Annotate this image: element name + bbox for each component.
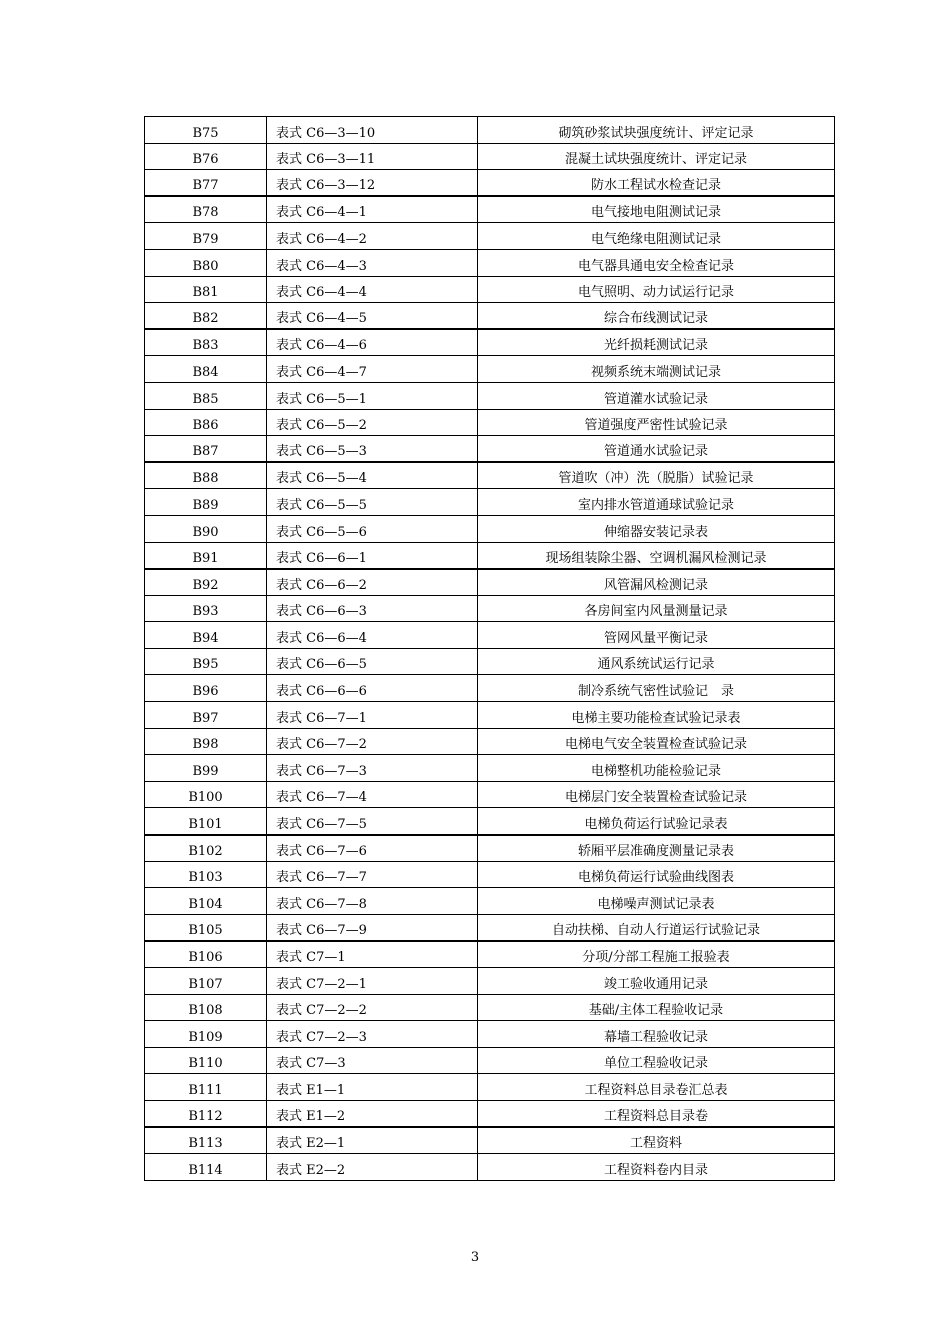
row-form-number: 表式 C6—4—7 — [267, 356, 478, 383]
table-row — [145, 1154, 835, 1181]
row-title: 竣工验收通用记录 — [478, 968, 835, 995]
row-title: 基础/主体工程验收记录 — [478, 994, 835, 1021]
row-form-number: 表式 E1—1 — [267, 1074, 478, 1101]
row-code: B96 — [145, 675, 267, 702]
row-code: B111 — [145, 1074, 267, 1101]
row-title: 各房间室内风量测量记录 — [478, 595, 835, 622]
row-title: 工程资料总目录卷 — [478, 1100, 835, 1127]
row-form-number: 表式 C6—7—2 — [267, 728, 478, 755]
row-form-number: 表式 C6—3—11 — [267, 143, 478, 170]
row-title: 分项/分部工程施工报验表 — [478, 941, 835, 968]
row-title: 轿厢平层准确度测量记录表 — [478, 835, 835, 862]
row-title: 电梯负荷运行试验记录表 — [478, 808, 835, 835]
table-row — [145, 329, 835, 356]
row-title: 视频系统末端测试记录 — [478, 356, 835, 383]
row-title: 电梯整机功能检验记录 — [478, 755, 835, 782]
row-form-number: 表式 E2—2 — [267, 1154, 478, 1181]
table-row — [145, 835, 835, 862]
table-row — [145, 409, 835, 436]
row-form-number: 表式 C6—4—6 — [267, 329, 478, 356]
table-row — [145, 861, 835, 888]
table-row — [145, 569, 835, 596]
row-code: B88 — [145, 462, 267, 489]
row-code: B75 — [145, 117, 267, 144]
row-form-number: 表式 C6—7—3 — [267, 755, 478, 782]
row-title: 防水工程试水检查记录 — [478, 170, 835, 197]
row-form-number: 表式 C6—6—6 — [267, 675, 478, 702]
row-code: B93 — [145, 595, 267, 622]
row-title: 电气绝缘电阻测试记录 — [478, 223, 835, 250]
table-row — [145, 356, 835, 383]
row-code: B95 — [145, 648, 267, 675]
row-code: B85 — [145, 382, 267, 409]
row-code: B82 — [145, 303, 267, 330]
table-row — [145, 515, 835, 542]
row-code: B80 — [145, 249, 267, 276]
table-row — [145, 728, 835, 755]
row-form-number: 表式 C7—2—1 — [267, 968, 478, 995]
table-row — [145, 914, 835, 941]
row-code: B102 — [145, 835, 267, 862]
row-form-number: 表式 C6—6—2 — [267, 569, 478, 596]
row-form-number: 表式 E1—2 — [267, 1100, 478, 1127]
table-row — [145, 1021, 835, 1048]
row-form-number: 表式 C6—6—4 — [267, 622, 478, 649]
row-form-number: 表式 C6—4—5 — [267, 303, 478, 330]
row-title: 管道通水试验记录 — [478, 436, 835, 463]
row-form-number: 表式 C6—7—6 — [267, 835, 478, 862]
table-row — [145, 382, 835, 409]
row-title: 现场组装除尘器、空调机漏风检测记录 — [478, 542, 835, 569]
row-code: B79 — [145, 223, 267, 250]
row-form-number: 表式 C6—3—12 — [267, 170, 478, 197]
row-code: B77 — [145, 170, 267, 197]
row-form-number: 表式 C7—1 — [267, 941, 478, 968]
row-code: B103 — [145, 861, 267, 888]
row-code: B100 — [145, 781, 267, 808]
row-code: B104 — [145, 888, 267, 915]
row-code: B94 — [145, 622, 267, 649]
row-title: 电气照明、动力试运行记录 — [478, 276, 835, 303]
row-code: B97 — [145, 702, 267, 729]
row-form-number: 表式 C6—6—3 — [267, 595, 478, 622]
row-title: 伸缩器安装记录表 — [478, 515, 835, 542]
row-title: 工程资料总目录卷汇总表 — [478, 1074, 835, 1101]
row-code: B109 — [145, 1021, 267, 1048]
row-form-number: 表式 C6—7—5 — [267, 808, 478, 835]
row-code: B114 — [145, 1154, 267, 1181]
row-code: B101 — [145, 808, 267, 835]
row-title: 管道吹（冲）洗（脱脂）试验记录 — [478, 462, 835, 489]
row-title: 电梯噪声测试记录表 — [478, 888, 835, 915]
form-index-table — [144, 116, 835, 1181]
row-code: B76 — [145, 143, 267, 170]
table-row — [145, 170, 835, 197]
row-title: 制冷系统气密性试验记 录 — [478, 675, 835, 702]
row-form-number: 表式 C6—7—1 — [267, 702, 478, 729]
row-code: B113 — [145, 1127, 267, 1154]
row-code: B91 — [145, 542, 267, 569]
table-row — [145, 622, 835, 649]
row-title: 电气接地电阻测试记录 — [478, 196, 835, 223]
row-code: B84 — [145, 356, 267, 383]
table-row — [145, 276, 835, 303]
row-title: 电梯层门安全装置检查试验记录 — [478, 781, 835, 808]
row-form-number: 表式 C7—2—3 — [267, 1021, 478, 1048]
row-title: 自动扶梯、自动人行道运行试验记录 — [478, 914, 835, 941]
row-form-number: 表式 C6—6—5 — [267, 648, 478, 675]
row-form-number: 表式 C6—7—4 — [267, 781, 478, 808]
row-form-number: 表式 C6—4—1 — [267, 196, 478, 223]
table-row — [145, 968, 835, 995]
row-code: B108 — [145, 994, 267, 1021]
row-form-number: 表式 C6—4—2 — [267, 223, 478, 250]
row-title: 室内排水管道通球试验记录 — [478, 489, 835, 516]
row-code: B106 — [145, 941, 267, 968]
table-row — [145, 249, 835, 276]
row-code: B98 — [145, 728, 267, 755]
row-title: 电气器具通电安全检查记录 — [478, 249, 835, 276]
row-title: 混凝土试块强度统计、评定记录 — [478, 143, 835, 170]
table-row — [145, 196, 835, 223]
row-form-number: 表式 C6—5—4 — [267, 462, 478, 489]
row-title: 风管漏风检测记录 — [478, 569, 835, 596]
table-row — [145, 1074, 835, 1101]
row-title: 电梯主要功能检查试验记录表 — [478, 702, 835, 729]
table-row — [145, 117, 835, 144]
row-form-number: 表式 E2—1 — [267, 1127, 478, 1154]
row-form-number: 表式 C6—7—9 — [267, 914, 478, 941]
row-title: 光纤损耗测试记录 — [478, 329, 835, 356]
table-row — [145, 1127, 835, 1154]
row-title: 电梯负荷运行试验曲线图表 — [478, 861, 835, 888]
row-code: B81 — [145, 276, 267, 303]
table-row — [145, 755, 835, 782]
row-code: B92 — [145, 569, 267, 596]
row-title: 工程资料 — [478, 1127, 835, 1154]
table-body — [145, 117, 835, 1181]
table-row — [145, 702, 835, 729]
row-code: B90 — [145, 515, 267, 542]
row-title: 幕墙工程验收记录 — [478, 1021, 835, 1048]
table-row — [145, 542, 835, 569]
row-code: B105 — [145, 914, 267, 941]
row-code: B89 — [145, 489, 267, 516]
row-code: B86 — [145, 409, 267, 436]
row-form-number: 表式 C6—4—3 — [267, 249, 478, 276]
row-form-number: 表式 C6—7—8 — [267, 888, 478, 915]
row-title: 管道灌水试验记录 — [478, 382, 835, 409]
table-row — [145, 223, 835, 250]
row-form-number: 表式 C6—5—1 — [267, 382, 478, 409]
row-code: B107 — [145, 968, 267, 995]
row-form-number: 表式 C6—3—10 — [267, 117, 478, 144]
row-title: 通风系统试运行记录 — [478, 648, 835, 675]
table-row — [145, 462, 835, 489]
row-form-number: 表式 C6—4—4 — [267, 276, 478, 303]
row-form-number: 表式 C6—5—3 — [267, 436, 478, 463]
table-row — [145, 941, 835, 968]
table-row — [145, 675, 835, 702]
row-title: 管道强度严密性试验记录 — [478, 409, 835, 436]
row-form-number: 表式 C6—5—5 — [267, 489, 478, 516]
row-title: 工程资料卷内目录 — [478, 1154, 835, 1181]
row-code: B112 — [145, 1100, 267, 1127]
table-row — [145, 648, 835, 675]
table-row — [145, 595, 835, 622]
row-code: B78 — [145, 196, 267, 223]
table-row — [145, 1100, 835, 1127]
table-row — [145, 303, 835, 330]
table-row — [145, 888, 835, 915]
row-title: 管网风量平衡记录 — [478, 622, 835, 649]
row-form-number: 表式 C6—5—2 — [267, 409, 478, 436]
row-form-number: 表式 C7—2—2 — [267, 994, 478, 1021]
row-form-number: 表式 C6—7—7 — [267, 861, 478, 888]
page-number: 3 — [470, 1250, 480, 1265]
table-row — [145, 489, 835, 516]
table-row — [145, 781, 835, 808]
table-row — [145, 994, 835, 1021]
row-title: 砌筑砂浆试块强度统计、评定记录 — [478, 117, 835, 144]
table-row — [145, 436, 835, 463]
row-code: B83 — [145, 329, 267, 356]
row-title: 电梯电气安全装置检查试验记录 — [478, 728, 835, 755]
table-row — [145, 143, 835, 170]
row-title: 综合布线测试记录 — [478, 303, 835, 330]
row-form-number: 表式 C7—3 — [267, 1047, 478, 1074]
row-title: 单位工程验收记录 — [478, 1047, 835, 1074]
row-code: B99 — [145, 755, 267, 782]
row-form-number: 表式 C6—5—6 — [267, 515, 478, 542]
table-row — [145, 808, 835, 835]
table-row — [145, 1047, 835, 1074]
row-form-number: 表式 C6—6—1 — [267, 542, 478, 569]
row-code: B87 — [145, 436, 267, 463]
row-code: B110 — [145, 1047, 267, 1074]
